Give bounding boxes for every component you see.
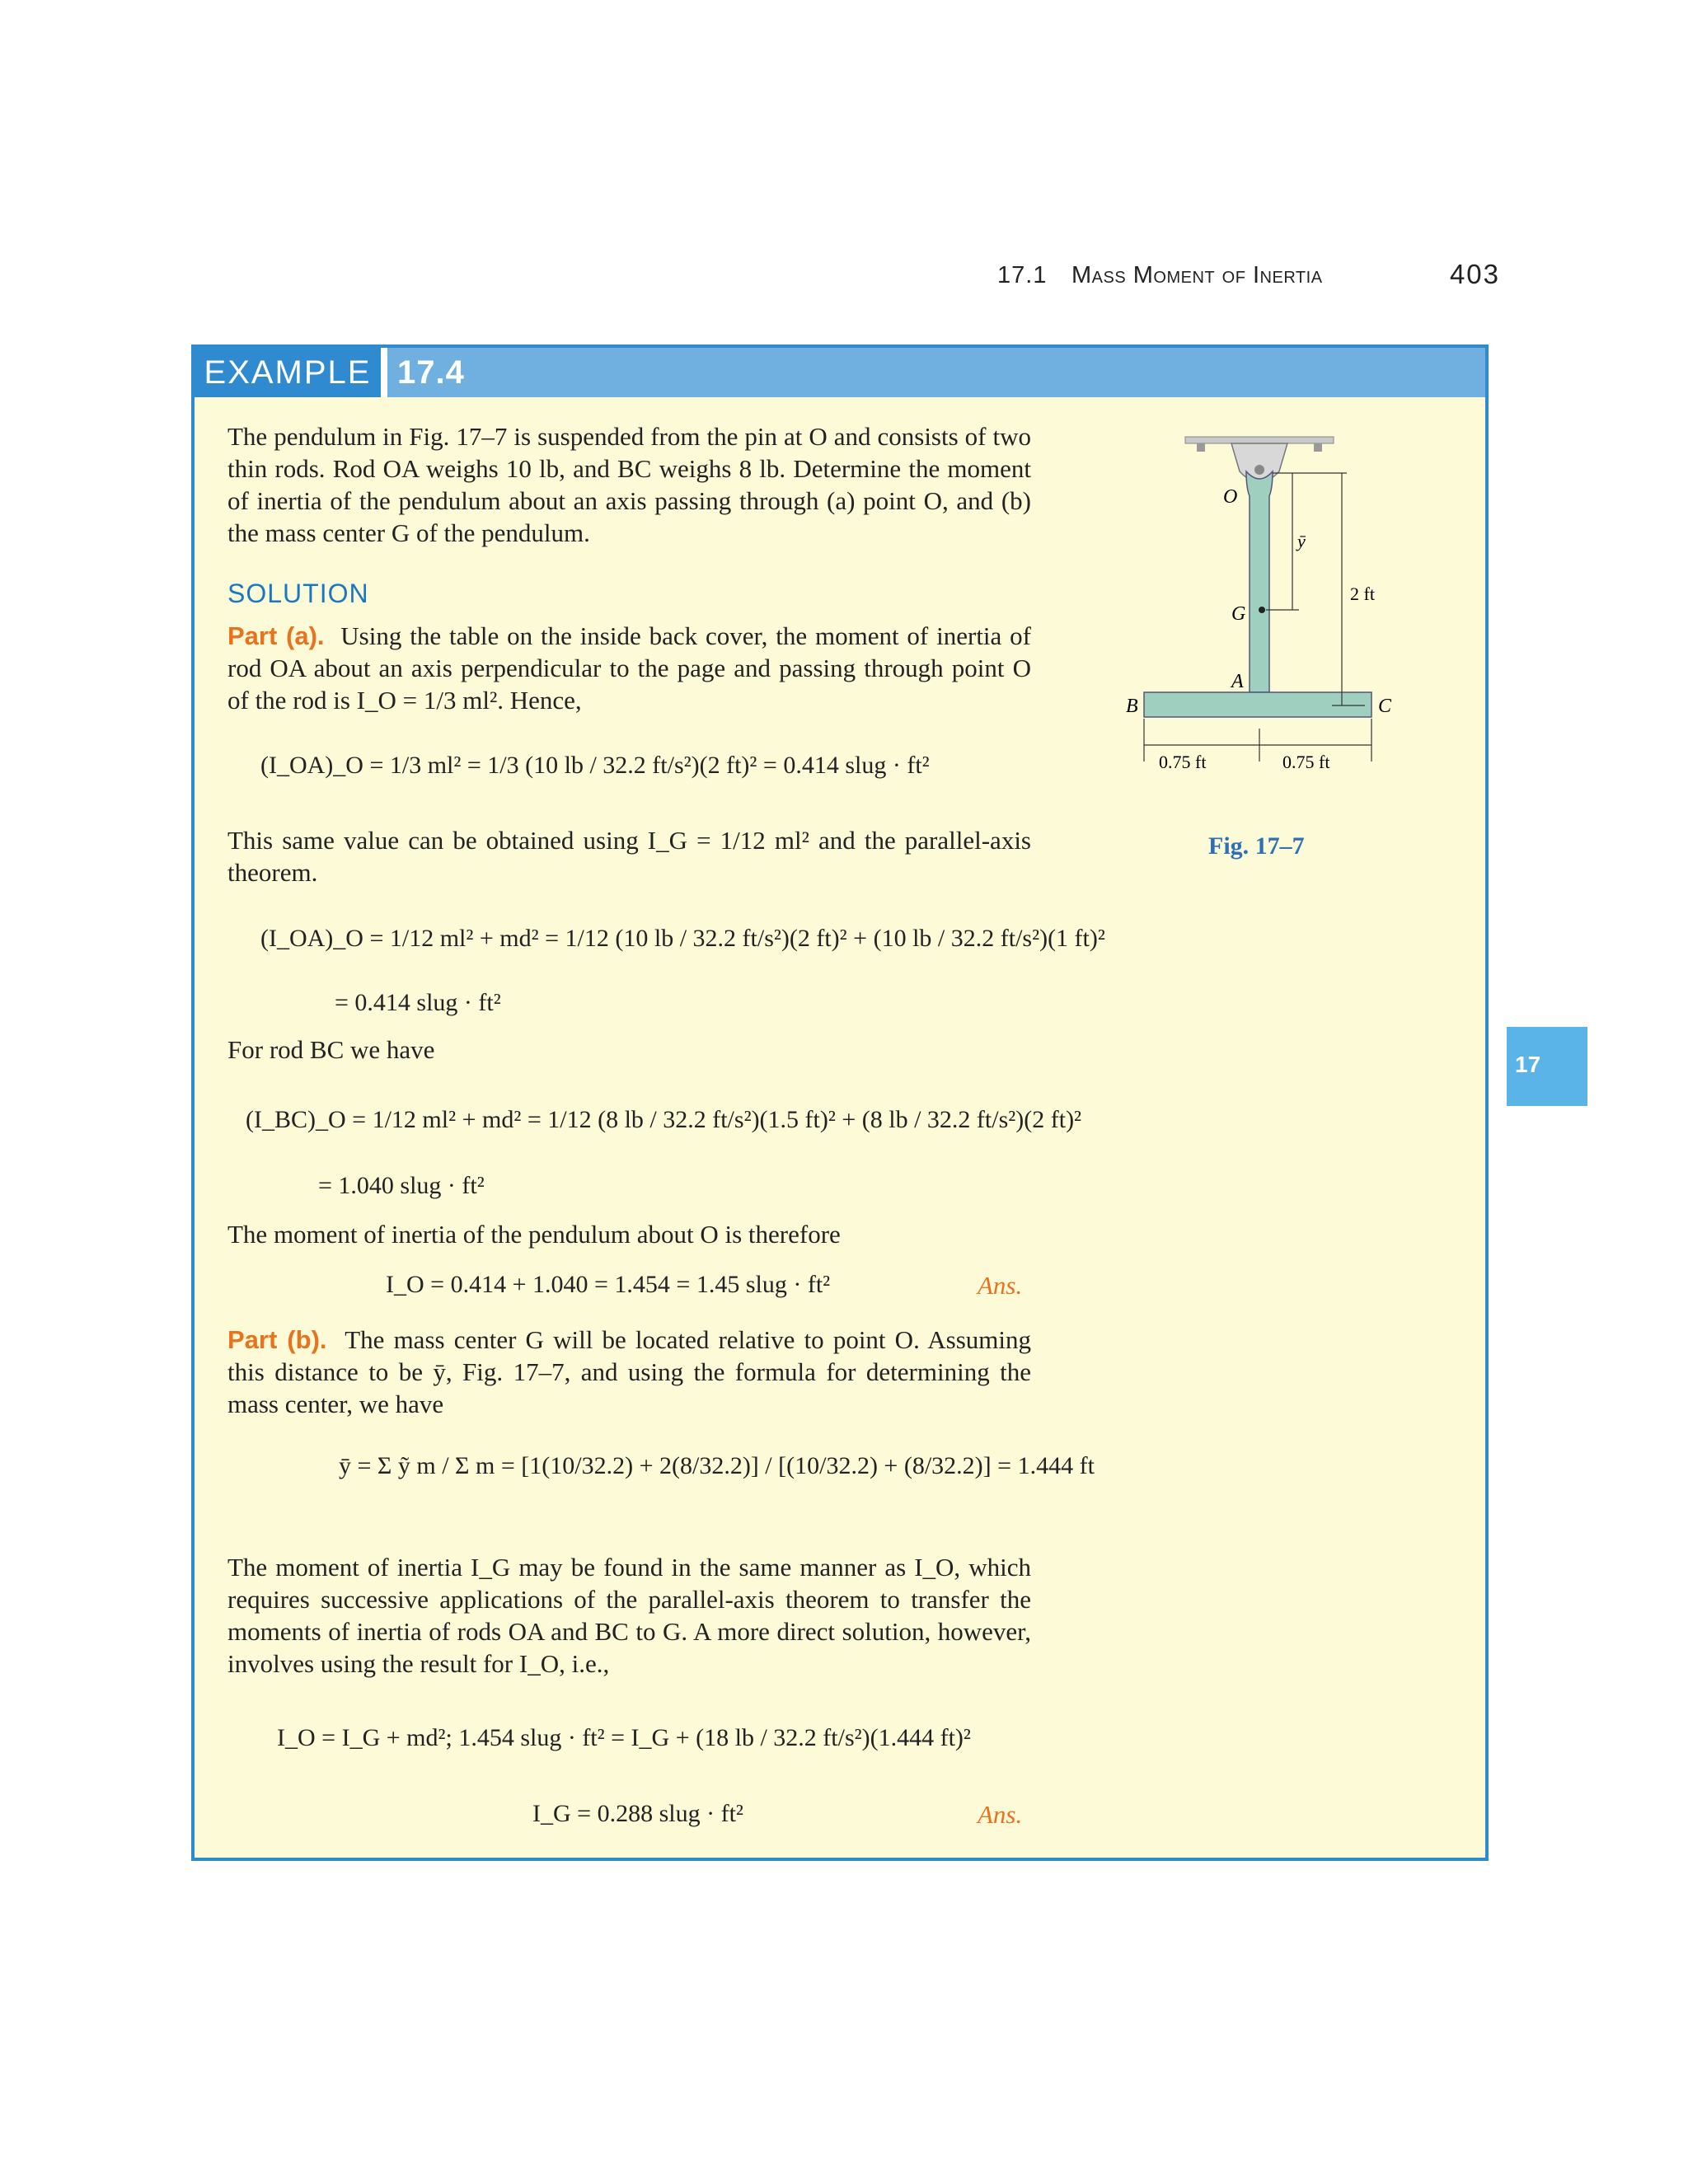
running-header <box>997 259 1500 295</box>
section-number: 17.1 <box>997 262 1048 288</box>
equation-ig-result <box>532 1800 743 1828</box>
parallel-axis-sentence: This same value can be obtained using I_G = 1/12 ml² and the parallel-axis theorem. <box>227 826 1031 887</box>
example-title-bar <box>195 348 1485 397</box>
equation-io-total <box>386 1271 830 1299</box>
parallel-axis-text <box>227 824 1031 888</box>
equation-ibc-result <box>318 1172 485 1200</box>
part-a-intro <box>227 620 1031 716</box>
equation-ioa-2-text: (I_OA)_O = 1/12 ml² + md² = 1/12 (10 lb / 32.2 ft/s²)(2 ft)² + (10 lb / 32.2 ft/s²)(1 ft)² <box>260 925 1105 952</box>
problem-statement <box>227 420 1031 549</box>
pendulum-figure <box>1126 422 1472 768</box>
label-b: B <box>1126 696 1138 717</box>
bolt-right <box>1314 443 1322 452</box>
label-075-left: 0.75 ft <box>1159 752 1207 768</box>
solution-heading: SOLUTION <box>227 579 369 608</box>
equation-ioa-2-result <box>335 989 501 1017</box>
chapter-tab-number: 17 <box>1515 1052 1541 1077</box>
example-label: EXAMPLE <box>195 348 381 397</box>
rod-oa <box>1246 471 1273 692</box>
label-g: G <box>1231 603 1246 625</box>
label-c: C <box>1378 696 1392 717</box>
equation-ioa-1 <box>260 752 930 780</box>
figure-caption: Fig. 17–7 <box>1208 832 1305 860</box>
pin-bracket <box>1231 443 1287 482</box>
part-a-text: Using the table on the inside back cover, the moment of inertia of rod OA about an axis perpendicular to the page and passing through point O of the rod is I_O = 1/3 ml². Hence, <box>227 621 1032 715</box>
equation-ibc-result-text: = 1.040 slug · ft² <box>318 1172 485 1199</box>
label-ybar: ȳ <box>1297 531 1306 551</box>
title-bar-divider <box>381 348 387 397</box>
part-a-label: Part (a). <box>227 621 325 650</box>
equation-io-ig <box>277 1724 971 1752</box>
ceiling-plate <box>1185 437 1334 443</box>
mass-center-dot <box>1259 607 1265 613</box>
bolt-left <box>1197 443 1205 452</box>
part-b-text: The mass center G will be located relative to point O. Assuming this distance to be ȳ, Fig. 17–7, and using the formula for determining the mass center, we have <box>227 1325 1031 1418</box>
section-title: Mass Moment of Inertia <box>1071 262 1323 288</box>
total-moment-text <box>227 1218 1031 1250</box>
example-number: 17.4 <box>397 354 465 391</box>
answer-marker-a: Ans. <box>978 1271 1023 1300</box>
equation-ibc <box>246 1106 1081 1134</box>
chapter-tab <box>1507 1027 1587 1106</box>
equation-io-total-text: I_O = 0.414 + 1.040 = 1.454 = 1.45 slug · ft² <box>386 1271 831 1298</box>
part-b-label: Part (b). <box>227 1325 327 1354</box>
rod-bc-text <box>227 1033 1031 1066</box>
label-o: O <box>1223 486 1238 508</box>
total-moment-sentence: The moment of inertia of the pendulum about O is therefore <box>227 1220 841 1249</box>
label-2ft: 2 ft <box>1350 583 1375 604</box>
pendulum-diagram <box>1126 422 1472 768</box>
label-075-right: 0.75 ft <box>1282 752 1330 768</box>
equation-ybar-text: ȳ = Σ ỹ m / Σ m = [1(10/32.2) + 2(8/32.2)] / [(10/32.2) + (8/32.2)] = 1.444 ft <box>339 1452 1095 1479</box>
equation-ybar <box>339 1452 1095 1480</box>
problem-text: The pendulum in Fig. 17–7 is suspended from the pin at O and consists of two thin rods. Rod OA weighs 10 lb, and BC weighs 8 lb. Determine the moment of inertia of the pendulum about an axis passing through (a) point O, and (b) the mass center G of the pendulum. <box>227 422 1031 547</box>
rod-bc-sentence: For rod BC we have <box>227 1035 435 1064</box>
part-b-text2-sentence: The moment of inertia I_G may be found in the same manner as I_O, which requires successive applications of the parallel-axis theorem to transfer the moments of inertia of rods OA and BC to G. A more direct solution, however, involves using the result for I_O, i.e., <box>227 1553 1031 1678</box>
label-a: A <box>1231 671 1244 692</box>
equation-ig-result-text: I_G = 0.288 slug · ft² <box>532 1800 743 1827</box>
page-number: 403 <box>1449 259 1500 289</box>
answer-marker-b: Ans. <box>978 1800 1023 1829</box>
example-box <box>191 344 1489 1861</box>
equation-ioa-2-result-text: = 0.414 slug · ft² <box>335 989 501 1016</box>
equation-ioa-1-text: (I_OA)_O = 1/3 ml² = 1/3 (10 lb / 32.2 ft/s²)(2 ft)² = 0.414 slug · ft² <box>260 752 930 779</box>
part-b-text2 <box>227 1551 1031 1680</box>
equation-ioa-2 <box>260 925 1105 953</box>
pin-o <box>1254 465 1264 475</box>
equation-ibc-text: (I_BC)_O = 1/12 ml² + md² = 1/12 (8 lb / 32.2 ft/s²)(1.5 ft)² + (8 lb / 32.2 ft/s²)(2 ft)² <box>246 1106 1082 1133</box>
rod-bc <box>1144 692 1372 717</box>
part-b-intro <box>227 1324 1031 1420</box>
equation-io-ig-text: I_O = I_G + md²; 1.454 slug · ft² = I_G + (18 lb / 32.2 ft/s²)(1.444 ft)² <box>277 1724 971 1751</box>
